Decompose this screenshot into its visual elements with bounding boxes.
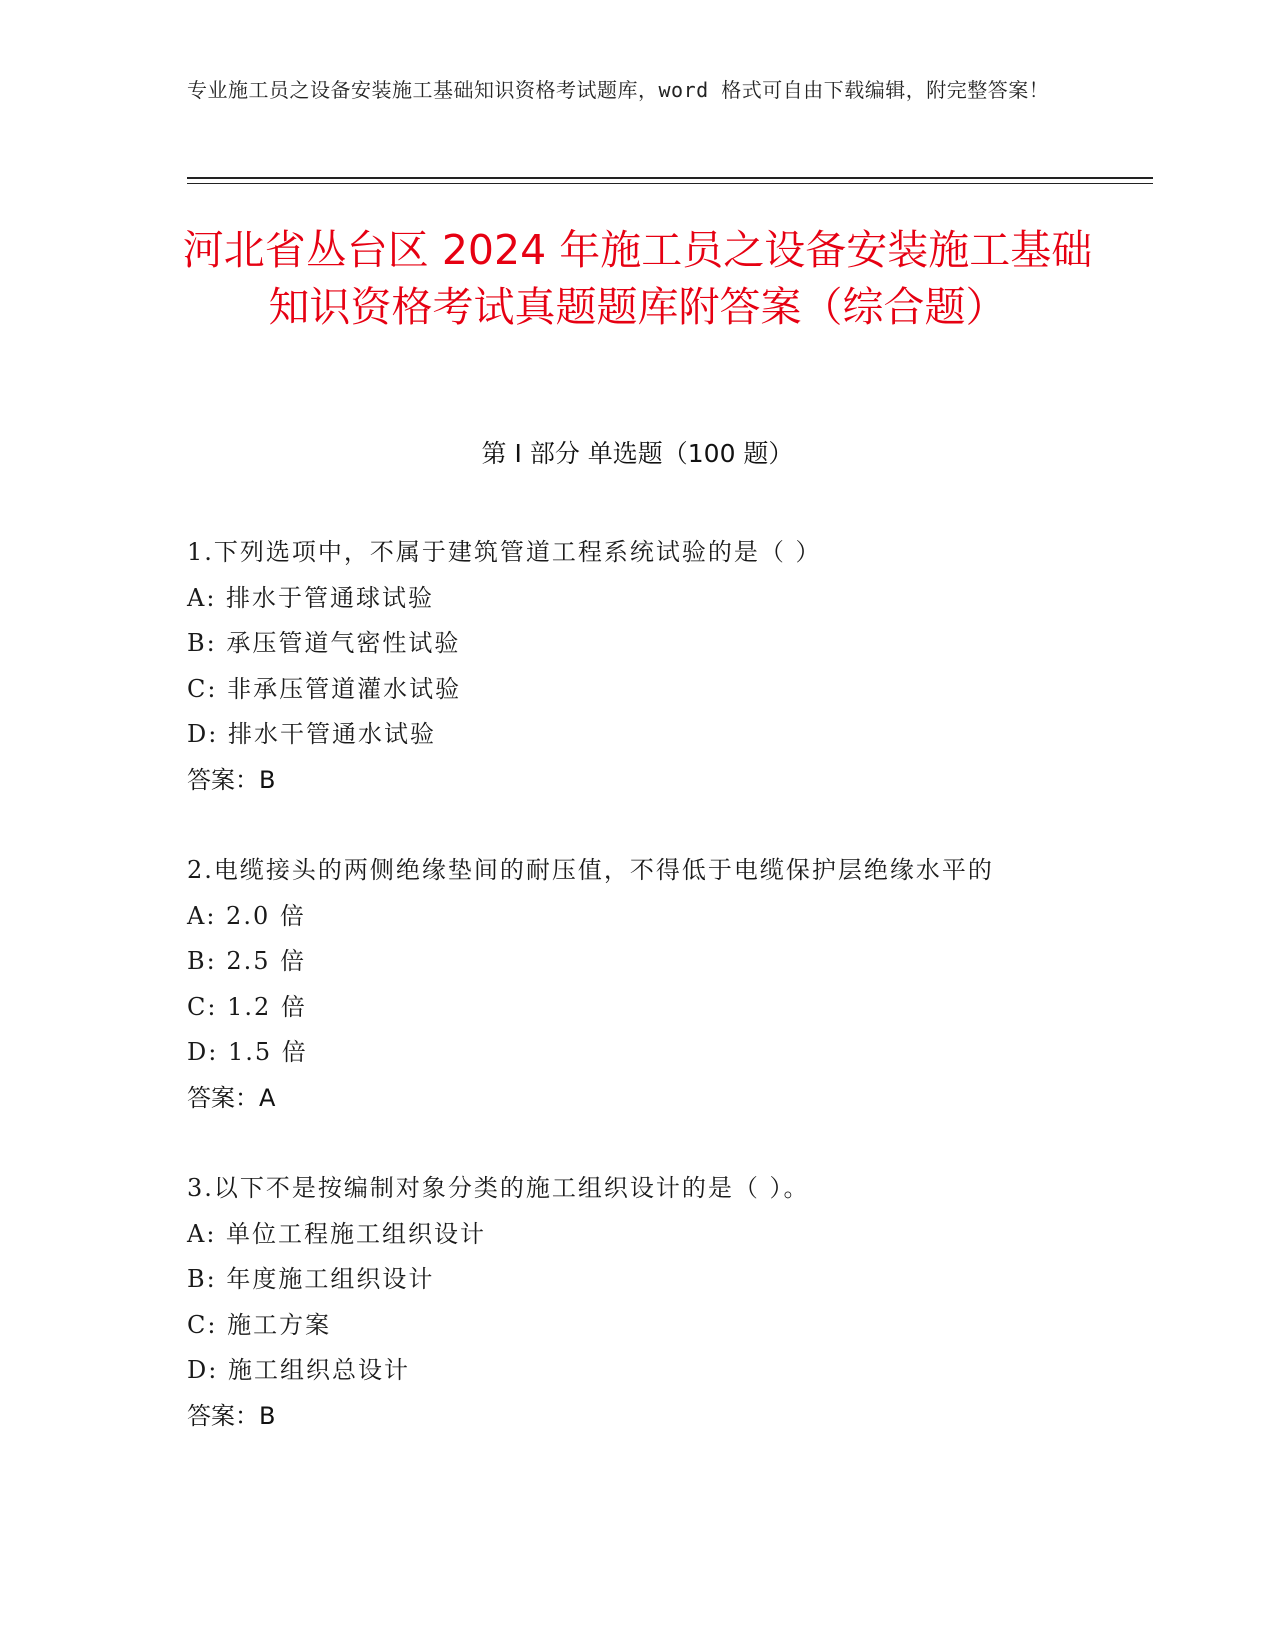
question-2: [187, 848, 1067, 1121]
option-d: D: 1.5 倍: [187, 1038, 308, 1066]
option-a: A: 排水于管通球试验: [187, 583, 435, 612]
answer-line: 答案：B: [187, 1401, 276, 1430]
answer-line: 答案：A: [187, 1083, 276, 1112]
document-title: 河北省丛台区 2024 年施工员之设备安装施工基础知识资格考试真题题库附答案（综合题）: [182, 226, 1093, 331]
option-d: D: 排水干管通水试验: [187, 720, 436, 748]
option-b: B: 承压管道气密性试验: [187, 629, 461, 657]
section-heading: 第 I 部分 单选题（100 题）: [481, 439, 794, 468]
option-c: C: 1.2 倍: [187, 992, 307, 1021]
question-3: [187, 1166, 1067, 1439]
option-c: C: 施工方案: [187, 1310, 332, 1339]
answer-line: 答案：B: [187, 765, 276, 794]
question-stem: 1.下列选项中，不属于建筑管道工程系统试验的是（ ）: [187, 538, 822, 566]
option-a: A: 2.0 倍: [187, 901, 306, 930]
header-divider-thin: [187, 183, 1153, 184]
header-divider-thick: [187, 177, 1153, 179]
option-b: B: 年度施工组织设计: [187, 1265, 435, 1293]
question-stem: 3.以下不是按编制对象分类的施工组织设计的是（ ）。: [187, 1174, 810, 1202]
option-a: A: 单位工程施工组织设计: [187, 1219, 487, 1248]
option-c: C: 非承压管道灌水试验: [187, 674, 462, 703]
option-b: B: 2.5 倍: [187, 947, 307, 975]
question-list: [187, 530, 1067, 1484]
header-note: 专业施工员之设备安装施工基础知识资格考试题库，word 格式可自由下载编辑，附完整答案！: [187, 78, 1050, 102]
question-stem: 2.电缆接头的两侧绝缘垫间的耐压值，不得低于电缆保护层绝缘水平的: [187, 856, 994, 884]
question-1: [187, 530, 1067, 803]
option-d: D: 施工组织总设计: [187, 1356, 410, 1384]
